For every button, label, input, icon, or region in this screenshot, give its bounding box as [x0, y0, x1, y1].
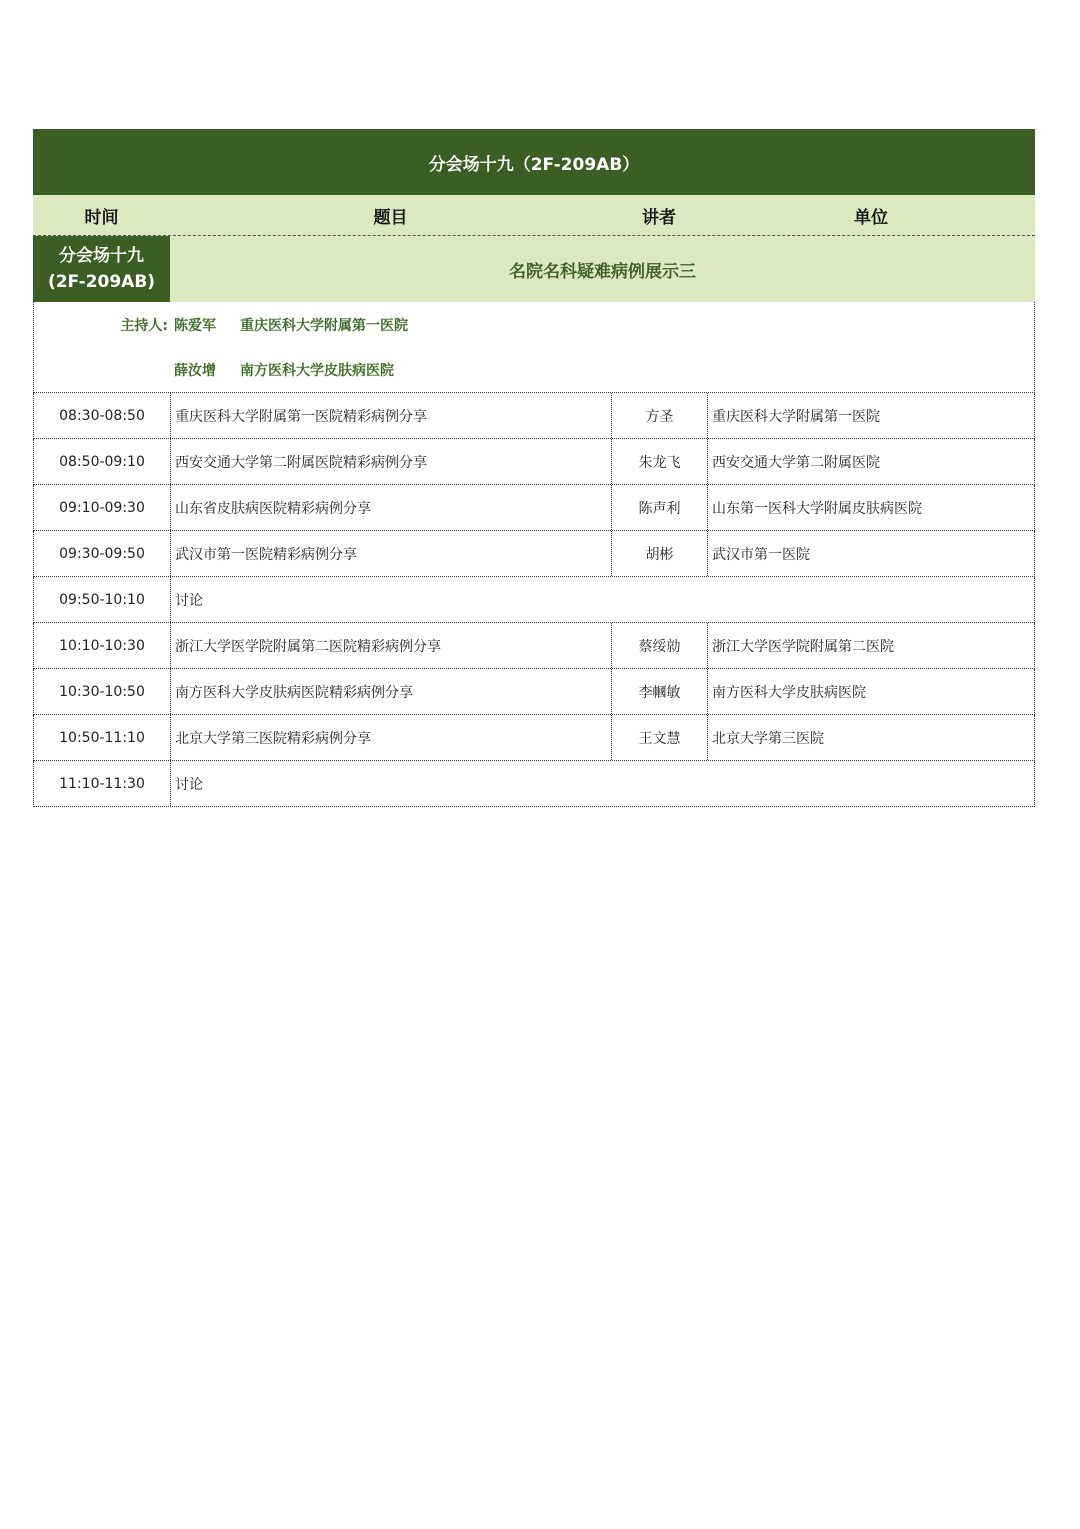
time-cell: 09:10-09:30 [34, 485, 171, 530]
host-unit: 重庆医科大学附属第一医院 [240, 318, 408, 334]
table-row-discussion [33, 577, 1035, 623]
topic-cell: 北京大学第三医院精彩病例分享 [171, 715, 612, 760]
speaker-cell: 胡彬 [612, 531, 708, 576]
speaker-cell: 王文慧 [612, 715, 708, 760]
column-header-unit: 单位 [854, 207, 888, 228]
speaker-cell: 李幗敏 [612, 669, 708, 714]
venue-title: 分会场十九（2F-209AB） [33, 129, 1035, 195]
host-prefix: 主持人: [120, 318, 168, 334]
host-line [34, 315, 408, 335]
unit-cell: 武汉市第一医院 [712, 546, 810, 563]
speaker-cell: 方圣 [612, 393, 708, 438]
time-cell: 10:50-11:10 [34, 715, 171, 760]
topic-cell: 武汉市第一医院精彩病例分享 [171, 531, 612, 576]
table-row [33, 715, 1035, 761]
session-row [33, 236, 1035, 302]
hosts-block [33, 302, 1035, 393]
topic-cell: 浙江大学医学院附属第二医院精彩病例分享 [171, 623, 612, 668]
column-header-speaker: 讲者 [642, 207, 676, 228]
unit-cell: 北京大学第三医院 [712, 730, 824, 747]
host-unit: 南方医科大学皮肤病医院 [240, 363, 394, 379]
time-cell: 08:50-09:10 [34, 439, 171, 484]
column-header-row [33, 195, 1035, 236]
table-row [33, 393, 1035, 439]
schedule-table [33, 129, 1035, 807]
table-row-discussion [33, 761, 1035, 807]
time-cell: 10:10-10:30 [34, 623, 171, 668]
session-label-name: 分会场十九 [59, 246, 144, 266]
host-line [34, 360, 394, 380]
speaker-cell: 陈声利 [612, 485, 708, 530]
host-name: 薛汝增 [174, 363, 216, 379]
speaker-cell: 朱龙飞 [612, 439, 708, 484]
time-cell: 11:10-11:30 [34, 761, 171, 806]
session-label [33, 236, 170, 302]
unit-cell: 浙江大学医学院附属第二医院 [712, 638, 894, 655]
time-cell: 09:30-09:50 [34, 531, 171, 576]
host-prefix-empty [34, 360, 168, 380]
session-name: 名院名科疑难病例展示三 [170, 236, 1035, 302]
time-cell: 08:30-08:50 [34, 393, 171, 438]
column-header-time: 时间 [84, 207, 119, 228]
topic-cell: 西安交通大学第二附属医院精彩病例分享 [171, 439, 612, 484]
topic-cell: 山东省皮肤病医院精彩病例分享 [171, 485, 612, 530]
unit-cell: 重庆医科大学附属第一医院 [712, 408, 880, 425]
table-row [33, 439, 1035, 485]
topic-cell: 讨论 [175, 776, 203, 793]
table-row [33, 669, 1035, 715]
table-row [33, 531, 1035, 577]
speaker-cell: 蔡绥勍 [612, 623, 708, 668]
table-row [33, 623, 1035, 669]
unit-cell: 南方医科大学皮肤病医院 [712, 684, 866, 701]
unit-cell: 西安交通大学第二附属医院 [712, 454, 880, 471]
host-name: 陈爱军 [174, 318, 216, 334]
topic-cell: 讨论 [175, 592, 203, 609]
topic-cell: 南方医科大学皮肤病医院精彩病例分享 [171, 669, 612, 714]
table-row [33, 485, 1035, 531]
time-cell: 09:50-10:10 [34, 577, 171, 622]
unit-cell: 山东第一医科大学附属皮肤病医院 [712, 500, 922, 517]
session-label-room: (2F-209AB) [47, 272, 156, 292]
time-cell: 10:30-10:50 [34, 669, 171, 714]
column-header-topic: 题目 [373, 207, 408, 228]
topic-cell: 重庆医科大学附属第一医院精彩病例分享 [171, 393, 612, 438]
